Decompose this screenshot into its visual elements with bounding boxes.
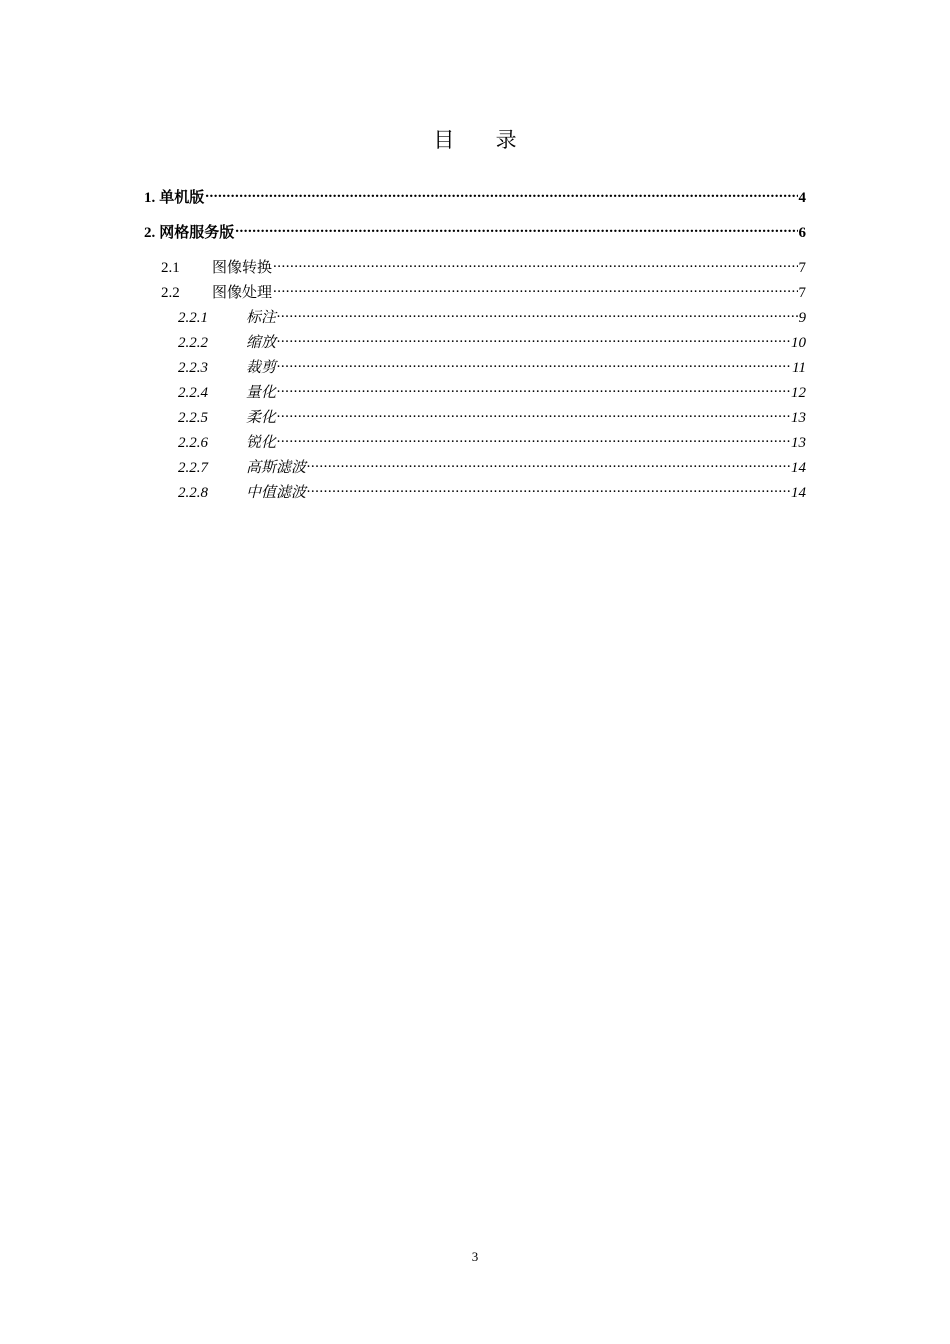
toc-entry-number: 2.2.4 xyxy=(178,385,208,401)
toc-entry-page: 14 xyxy=(791,460,806,476)
toc-entry-number: 2.2.1 xyxy=(178,310,208,326)
toc-entry[interactable] xyxy=(178,306,806,327)
toc-dot-leader xyxy=(235,222,797,237)
toc-entry-page: 11 xyxy=(792,360,806,376)
toc-entry-label: 图像处理 xyxy=(212,285,273,301)
toc-entry[interactable] xyxy=(178,406,806,427)
toc-entry-label: 高斯滤波 xyxy=(246,460,307,476)
toc-entry-label: 单机版 xyxy=(159,190,205,206)
toc-entry-label: 裁剪 xyxy=(246,360,277,376)
toc-dot-leader xyxy=(277,382,790,397)
toc-entry-page: 14 xyxy=(791,485,806,501)
page-title: 目 录 xyxy=(433,128,535,152)
toc-entry[interactable] xyxy=(178,381,806,402)
toc-entry-number: 2. xyxy=(144,225,156,241)
toc-dot-leader xyxy=(307,457,790,472)
toc-entry[interactable] xyxy=(144,221,806,242)
toc-entry-label: 量化 xyxy=(246,385,277,401)
toc-entry[interactable] xyxy=(161,281,806,302)
toc-entry-page: 10 xyxy=(791,335,806,351)
toc-entry-label: 标注 xyxy=(246,310,277,326)
toc-entry-page: 13 xyxy=(791,410,806,426)
toc-dot-leader xyxy=(277,432,790,447)
toc-entry-number: 2.2.6 xyxy=(178,435,208,451)
toc-entry-page: 7 xyxy=(798,285,806,301)
toc-entry-number: 2.2.2 xyxy=(178,335,208,351)
toc-entry-number: 2.1 xyxy=(161,260,180,276)
toc-entry-page: 6 xyxy=(798,225,806,241)
toc-entry-page: 13 xyxy=(791,435,806,451)
toc-entry-label: 柔化 xyxy=(246,410,277,426)
toc-dot-leader xyxy=(307,482,790,497)
toc-entry-label: 锐化 xyxy=(246,435,277,451)
toc-dot-leader xyxy=(277,332,790,347)
toc-entry-number: 2.2.3 xyxy=(178,360,208,376)
toc-dot-leader xyxy=(277,307,797,322)
toc-dot-leader xyxy=(277,407,790,422)
toc-dot-leader xyxy=(273,257,797,272)
toc-entry-number: 2.2.5 xyxy=(178,410,208,426)
toc-entry[interactable] xyxy=(178,356,806,377)
toc-entry-number: 2.2.7 xyxy=(178,460,208,476)
toc-entry-label: 缩放 xyxy=(246,335,277,351)
toc-entry-label: 中值滤波 xyxy=(246,485,307,501)
toc-entry[interactable] xyxy=(178,456,806,477)
toc-entry[interactable] xyxy=(161,256,806,277)
toc-entry-page: 9 xyxy=(798,310,806,326)
toc-entry-number: 1. xyxy=(144,190,156,206)
toc-entry[interactable] xyxy=(144,186,806,207)
toc-dot-leader xyxy=(273,282,797,297)
toc-dot-leader xyxy=(277,357,791,372)
toc-entry-page: 4 xyxy=(798,190,806,206)
toc-entry-label: 图像转换 xyxy=(212,260,273,276)
toc-entry-page: 12 xyxy=(791,385,806,401)
toc-entry-number: 2.2.8 xyxy=(178,485,208,501)
toc-entry-page: 7 xyxy=(798,260,806,276)
toc-entry[interactable] xyxy=(178,481,806,502)
page-number: 3 xyxy=(471,1249,479,1264)
toc-entry[interactable] xyxy=(178,331,806,352)
toc-entry[interactable] xyxy=(178,431,806,452)
toc-entry-label: 网格服务版 xyxy=(159,225,235,241)
toc-entry-number: 2.2 xyxy=(161,285,180,301)
toc-dot-leader xyxy=(205,187,797,202)
